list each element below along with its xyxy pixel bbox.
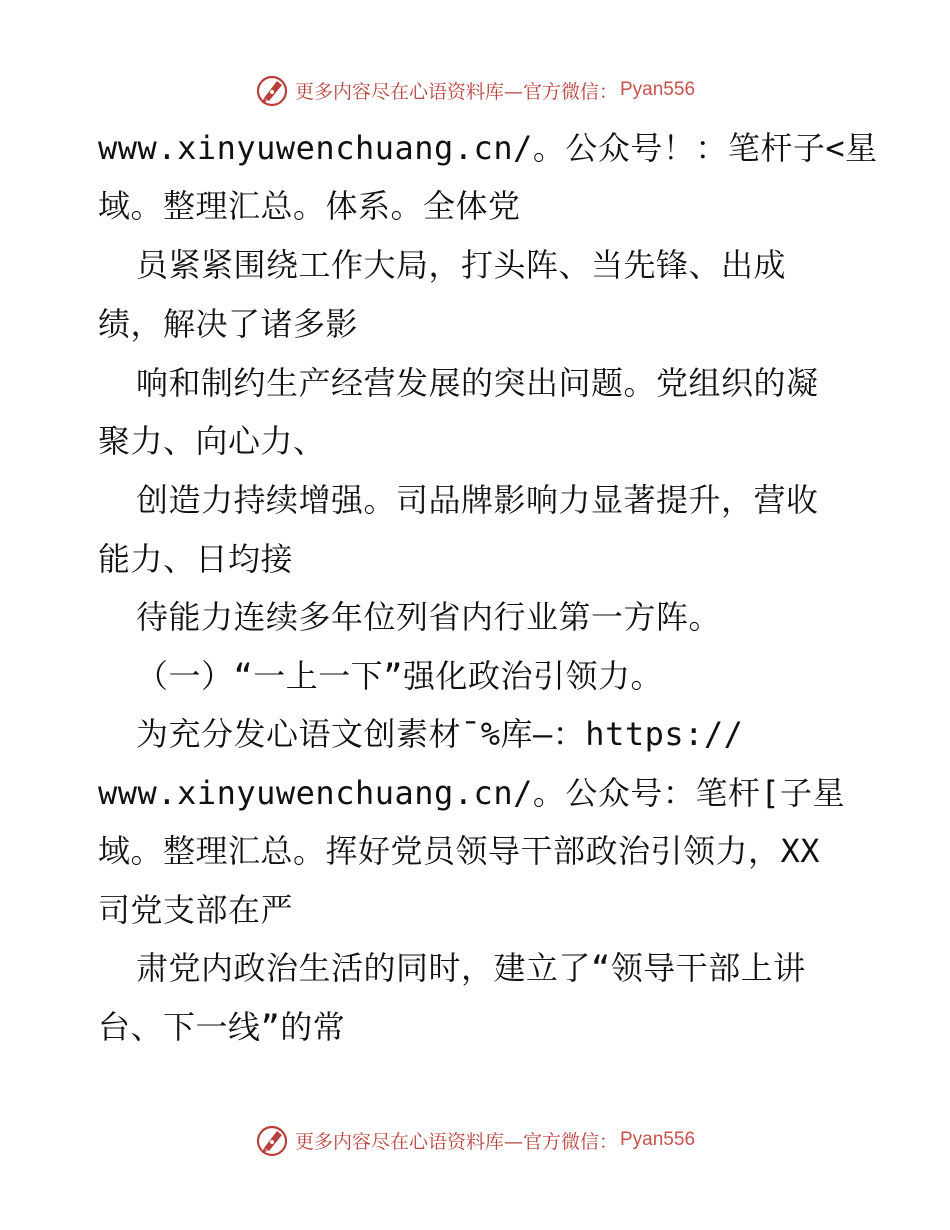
body-line-14: 司党支部在严	[98, 891, 294, 929]
body-line-7: 创造力持续增强。司品牌影响力显著提升，营收	[136, 481, 819, 519]
body-line-5: 响和制约生产经营发展的突出问题。党组织的凝	[136, 364, 819, 402]
body-line-16: 台、下一线”的常	[98, 1008, 346, 1046]
body-line-9: 待能力连续多年位列省内行业第一方阵。	[136, 598, 722, 636]
body-line-6: 聚力、向心力、	[98, 422, 326, 460]
body-line-4: 绩，解决了诸多影	[98, 305, 359, 343]
body-line-10: （一）“一上一下”强化政治引领力。	[136, 657, 664, 695]
body-line-13: 域。整理汇总。挥好党员领导干部政治引领力，XX	[98, 832, 821, 870]
body-line-11: 为充分发心语文创素材¯%库—：https://	[136, 715, 744, 753]
body-line-15: 肃党内政治生活的同时，建立了“领导干部上讲	[136, 949, 806, 987]
footer-watermark-banner	[0, 1123, 950, 1157]
body-line-2: 域。整理汇总。体系。全体党	[98, 187, 521, 225]
banner-text: 更多内容尽在心语资料库—官方微信：	[294, 80, 618, 103]
body-line-12: www.xinyuwenchuang.cn/。公众号：笔杆[子星	[98, 774, 846, 812]
body-line-1: www.xinyuwenchuang.cn/。公众号！：笔杆子<星	[98, 129, 878, 167]
banner-handle: Pyan556	[620, 79, 696, 100]
body-line-3: 员紧紧围绕工作大局，打头阵、当先锋、出成	[136, 246, 787, 284]
pen-nib-logo-icon	[255, 1123, 289, 1157]
banner-text: 更多内容尽在心语资料库—官方微信：	[294, 1130, 618, 1153]
banner-handle: Pyan556	[620, 1129, 696, 1150]
body-line-8: 能力、日均接	[98, 540, 294, 578]
